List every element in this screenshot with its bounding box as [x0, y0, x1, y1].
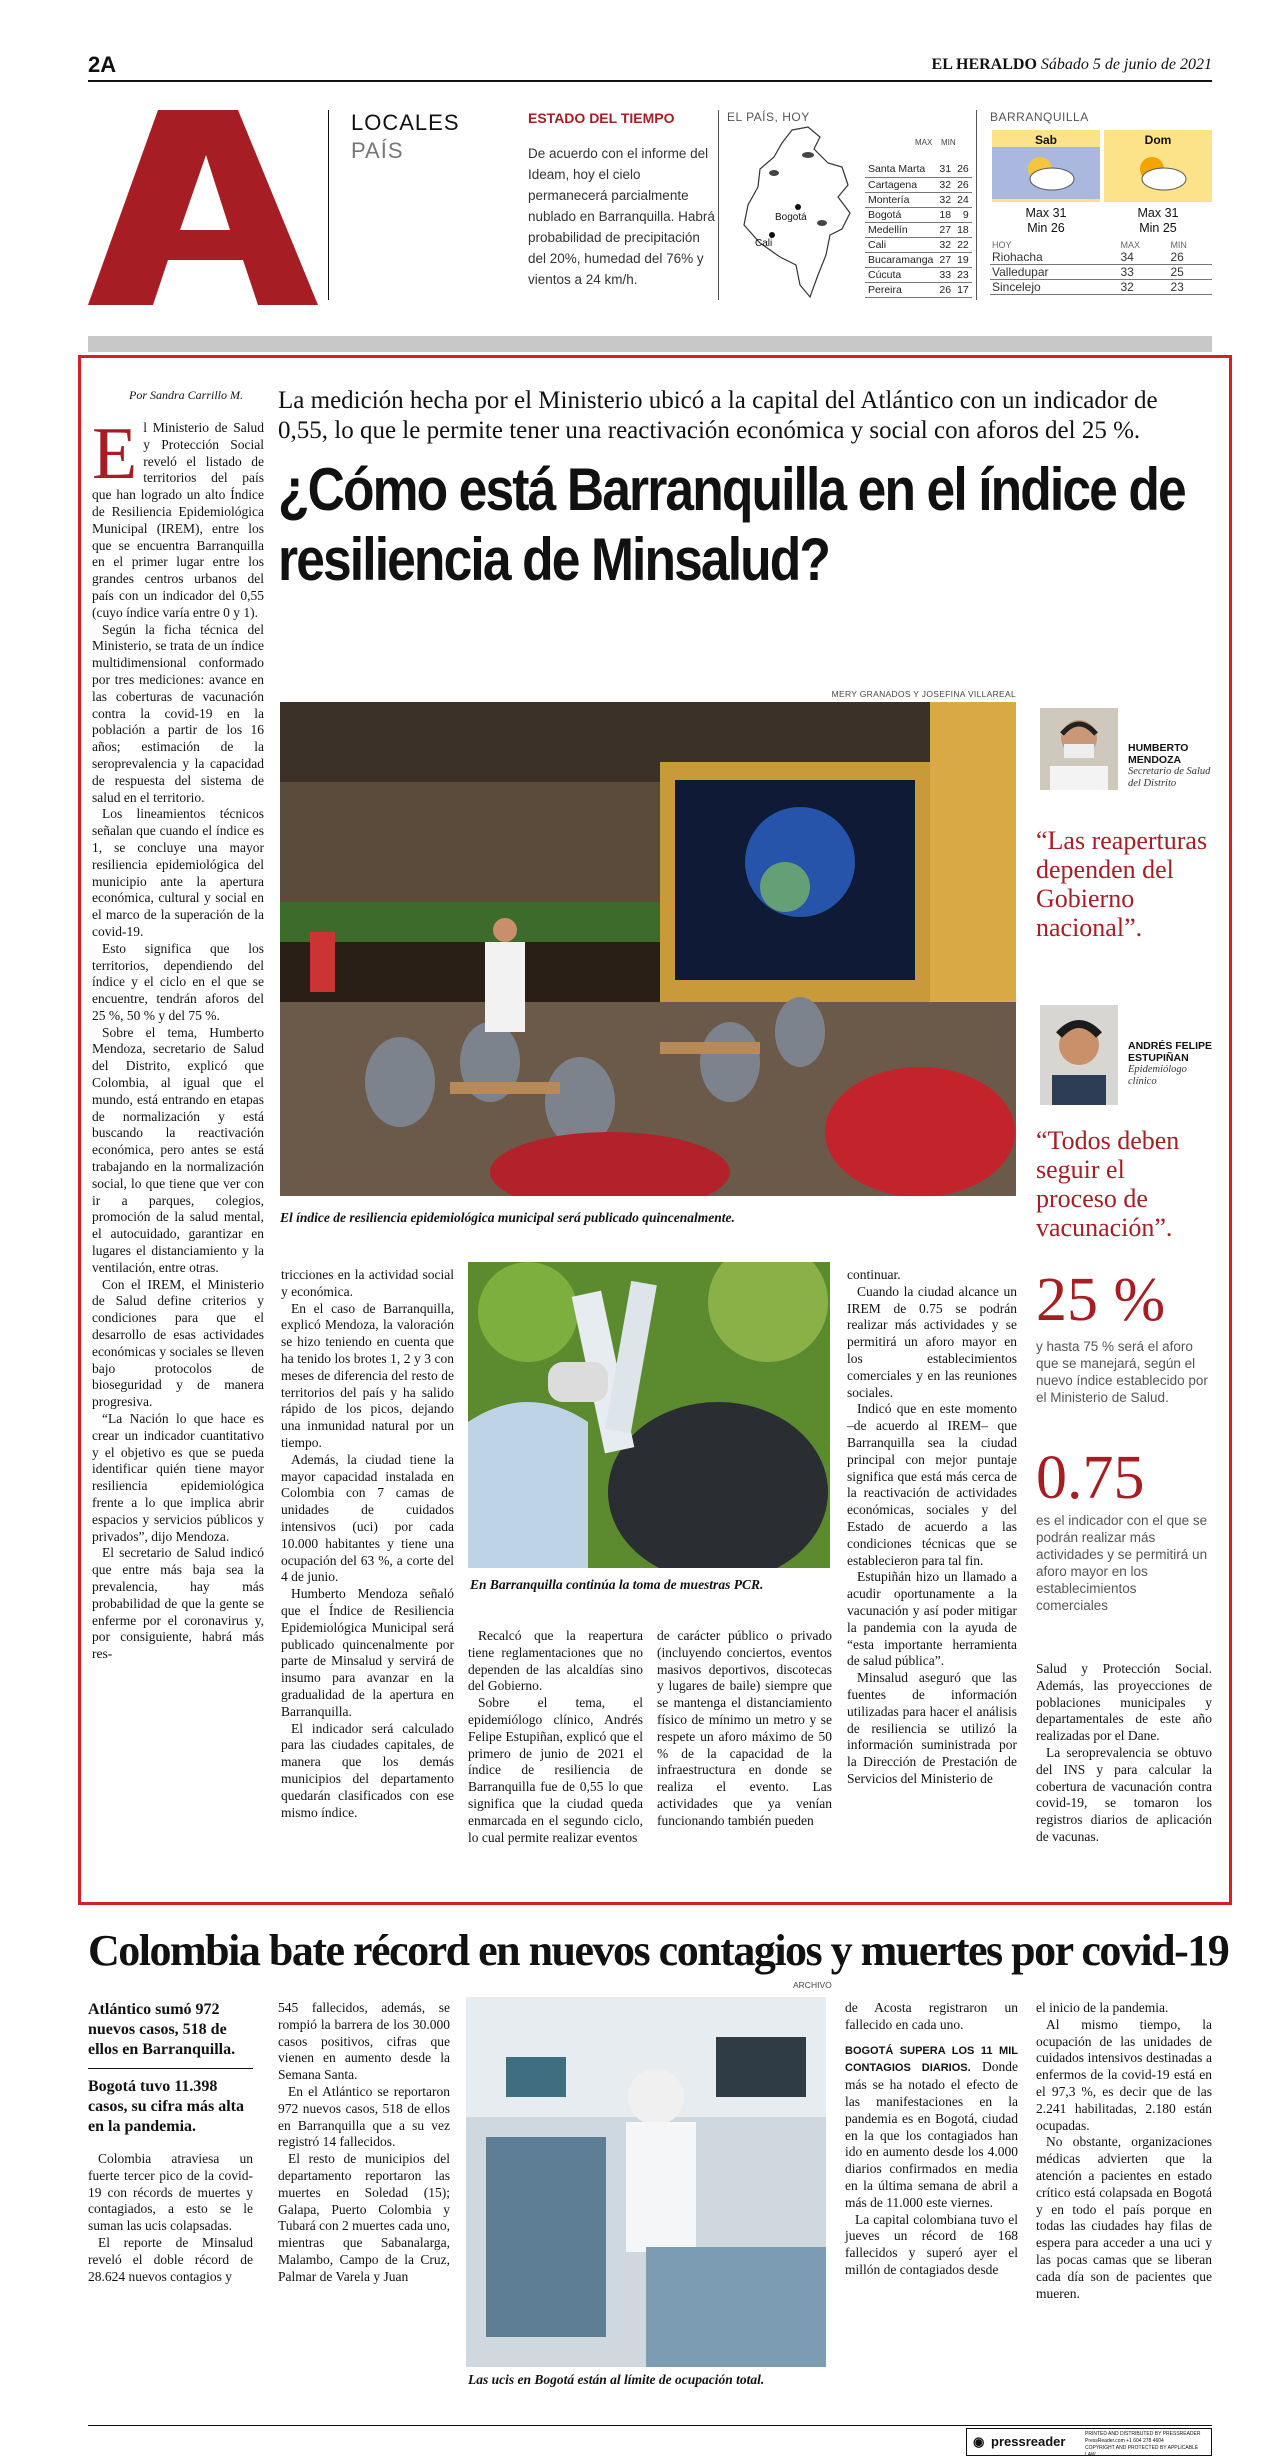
city-min: 26 [954, 177, 972, 192]
article-column-1 [92, 420, 264, 1890]
paragraph: Estupiñán hizo un llamado a acudir oportunamente a la vacunación y así poder mitigar la pandemia con la ayuda de “esta importante herramienta de salud pública”. [847, 1569, 1017, 1669]
section-title: LOCALES [351, 110, 460, 135]
max-temp: Max 31 [1137, 206, 1179, 220]
map-title: EL PAÍS, HOY [727, 110, 810, 124]
paragraph: Sobre el tema, Humberto Mendoza, secretario de Salud del Distrito, explicó que Colombia, al igual que el mundo, está entrando en etapas de normalización y está buscando la reactivación económica, pero antes se está trabajando en la normalización social, lo que tiene que ver con ir a parques, colegios, promoción de la salud mental, el autocuidado, garantizar en lugares el distanciamiento y la ventilación, entre otras. [92, 1024, 264, 1275]
local-city-row [990, 250, 1212, 265]
city-max: 32 [936, 192, 954, 207]
local-city-name: Sincelejo [990, 280, 1118, 295]
city-max: 26 [936, 282, 954, 297]
photo2-caption: En Barranquilla continúa la toma de muestras PCR. [470, 1577, 764, 1592]
avatar-humberto [1040, 708, 1118, 790]
paragraph: El reporte de Minsalud reveló el doble récord de 28.624 nuevos contagios y [88, 2234, 253, 2284]
article2-column-3 [845, 2000, 1018, 2279]
city-max: 31 [936, 162, 954, 177]
city-row [865, 207, 972, 222]
paragraph: Además, la ciudad tiene la mayor capacidad instalada en Colombia con 7 camas de unidades de cuidados intensivos (uci) por cada 10.000 habitantes y tiene una ocupación del 63 %, a corte del 4 de junio. [281, 1451, 454, 1585]
city-row [865, 162, 972, 177]
paragraph: Colombia atraviesa un fuerte tercer pico de la covid-19 con récords de muertes y contagiados, a esto se le suman las ucis colapsadas. [88, 2151, 253, 2234]
local-city-max: 34 [1118, 250, 1168, 265]
person1-info [1128, 742, 1214, 790]
sun-temps [1104, 206, 1212, 236]
restaurant-photo [280, 702, 1016, 1196]
local-city-row [990, 265, 1212, 280]
city-min: 19 [954, 252, 972, 267]
weather-title: ESTADO DEL TIEMPO [528, 110, 675, 126]
local-city-name: Valledupar [990, 265, 1118, 280]
pcr-test-photo [468, 1262, 830, 1568]
city-min: 26 [954, 162, 972, 177]
divider [976, 110, 977, 300]
article-column-3 [468, 1628, 643, 1846]
paragraph: Al mismo tiempo, la ocupación de las unidades de cuidados intensivos destinadas a enfermos de la covid-19 está en el 97,3 %, es decir que de las 2.241 habilitadas, 2.180 están ocupadas. [1036, 2016, 1212, 2133]
city-max: 27 [936, 252, 954, 267]
article-deck: La medición hecha por el Ministerio ubicó a la capital del Atlántico con un indicador de 0,55, lo que le permite tener una reactivación económica y social con aforos del 25 %. [278, 387, 1158, 444]
city-temperature-table [865, 162, 972, 298]
article-headline: ¿Cómo está Barranquilla en el índice de resiliencia de Minsalud? [278, 456, 1185, 593]
col-max: MAX [1120, 240, 1140, 250]
city-name: Pereira [865, 282, 936, 297]
day-label: Dom [1144, 133, 1172, 147]
paragraph: Sobre el tema, el epidemiólogo clínico, Andrés Felipe Estupiñan, explicó que el primero de junio de 2021 el índice de resiliencia de Barranquilla fue de 0,55 lo que significa que la ciudad queda enmarcada en el segundo ciclo, lo cual permite realizar eventos [468, 1695, 643, 1845]
col-hoy: HOY [992, 240, 1012, 250]
partly-cloudy-icon [1104, 147, 1212, 199]
pressreader-brand: pressreader [991, 2434, 1066, 2449]
photo-credit: MERY GRANADOS Y JOSEFINA VILLAREAL [831, 689, 1016, 699]
city-min: 17 [954, 282, 972, 297]
city-max: 33 [936, 267, 954, 282]
paragraph: el inicio de la pandemia. [1036, 2000, 1169, 2015]
map-label-bogota: Bogotá [775, 212, 807, 223]
city-name: Medellín [865, 222, 936, 237]
city-name: Cartagena [865, 177, 936, 192]
local-city-max: 32 [1118, 280, 1168, 295]
lede-1: Atlántico sumó 972 nuevos casos, 518 de ellos en Barranquilla. [88, 2001, 236, 2058]
local-weather-title: BARRANQUILLA [990, 110, 1089, 124]
paper-name: EL HERALDO [931, 56, 1037, 73]
city-max: 18 [936, 207, 954, 222]
article2-headline: Colombia bate récord en nuevos contagios y muertes por covid-19 [88, 1926, 1229, 1975]
city-row [865, 252, 972, 267]
city-max: 32 [936, 177, 954, 192]
city-min: 23 [954, 267, 972, 282]
pressreader-lines [1085, 2431, 1209, 2459]
city-name: Montería [865, 192, 936, 207]
person2-info [1128, 1040, 1214, 1088]
separator-bar [88, 336, 1212, 352]
pressreader-logo-icon: ◉ [973, 2434, 985, 2449]
pull-quote-1: “Las reaperturas dependen del Gobierno nacional”. [1036, 826, 1208, 942]
paragraph: Los lineamientos técnicos señalan que cuando el índice es 1, se concluye una mayor resiliencia epidemiológica del municipio ante la apertura económica, cultural y social en el marco de la superación de la covid-19. [92, 806, 264, 939]
regional-temperature-table [990, 240, 1212, 295]
weather-text: De acuerdo con el informe del Ideam, hoy el cielo permanecerá parcialmente nublado en Barranquilla. Habrá probabilidad de precipitación del 20%, humedad del 76% y vientos a 24 km/h. [528, 146, 715, 287]
section-letter-a-logo [88, 110, 318, 305]
subhead: BOGOTÁ SUPERA LOS 11 MIL CONTAGIOS DIARIOS. [845, 2044, 1018, 2075]
article2-column-4 [1036, 2000, 1212, 2302]
paragraph: Humberto Mendoza señaló que el Índice de Resiliencia Epidemiológica Municipal será publicado quincenalmente por parte de Minsalud y servirá de insumo para avanzar en la gradualidad de la apertura en Barranquilla. [281, 1586, 454, 1719]
paragraph: Indicó que en este momento –de acuerdo al IREM– que Barranquilla sea la ciudad principal con mejor puntaje significa que está más cerca de la reactivación de actividades económicas, sociales y del Estado de acuerdo a las condiciones técnicas que se establecieron para tal fin. [847, 1401, 1017, 1568]
city-min: 18 [954, 222, 972, 237]
city-max: 27 [936, 222, 954, 237]
stat-075-text: es el indicador con el que se podrán realizar más actividades y se permitirá un aforo mayor en los establecimientos comerciales [1036, 1513, 1208, 1613]
date: Sábado 5 de junio de 2021 [1040, 56, 1212, 73]
paragraph: Salud y Protección Social. Además, las proyecciones de poblaciones municipales y departamentales de este año realizadas por el Dane. [1036, 1661, 1212, 1744]
city-name: Santa Marta [865, 162, 936, 177]
paragraph: de Acosta registraron un fallecido en cada uno. [845, 2000, 1018, 2032]
local-city-row [990, 280, 1212, 295]
article2-photo-credit: ARCHIVO [793, 1980, 832, 1990]
map-label-cali: Cali [755, 238, 773, 249]
paragraph: Esto significa que los territorios, dependiendo del índice y el ciclo en el que se encuentre, tendrán aforos del 25 %, 50 % y del 75 %. [92, 940, 264, 1023]
article2-column-1 [88, 2000, 253, 2285]
dateline [932, 56, 1212, 74]
paragraph: Según la ficha técnica del Ministerio, se trata de un índice multidimensional conformado por tres mediciones: avance en las coberturas de vacunación contra la covid-19 en la población a partir de los 16 años; estimación de la seroprevalencia y la capacidad de respuesta del sistema de salud en el territorio. [92, 621, 264, 805]
paragraph: El secretario de Salud indicó que entre más baja sea la prevalencia, hay más probabilidad de que la gente se enferme por el coronavirus y, por consiguiente, habrá más res- [92, 1545, 264, 1662]
paragraph: de carácter público o privado (incluyendo conciertos, eventos masivos deportivos, discotecas y lugares de baile) siempre que se mantenga el distanciamiento físico de mínimo un metro y se respete un aforo máximo de 50 % de la capacidad de la infraestructura en donde se realiza el evento. Las actividades que ya venían funcionando también pueden [657, 1628, 832, 1828]
city-row [865, 222, 972, 237]
paragraph: Cuando la ciudad alcance un IREM de 0.75 se podrán realizar más actividades y se permitirá un aforo mayor en los establecimientos comerciales y en las reuniones sociales. [847, 1283, 1017, 1400]
footer-rule [88, 2425, 1212, 2426]
pull-quote-2: “Todos deben seguir el proceso de vacunación”. [1036, 1126, 1180, 1242]
local-city-max: 33 [1118, 265, 1168, 280]
lede-2: Bogotá tuvo 11.398 casos, su cifra más alta en la pandemia. [88, 2078, 244, 2135]
article-column-2 [281, 1267, 454, 1821]
paragraph: “La Nación lo que hace es crear un indicador cuantitativo y el objetivo es que se pueda identificar quién tiene mayor resiliencia epidemiológica frente a lo que implica abrir espacios y servicios públicos y privados”, dijo Mendoza. [92, 1411, 264, 1544]
photo3-caption: Las ucis en Bogotá están al límite de ocupación total. [468, 2372, 765, 2387]
subsection-title: PAÍS [351, 138, 404, 163]
paragraph: La seroprevalencia se obtuvo del INS y para calcular la cobertura de vacunación contra covid-19, se tomaron los registros diarios de aplicación de vacunas. [1036, 1744, 1212, 1844]
city-row [865, 237, 972, 252]
page-number: 2A [88, 52, 117, 77]
paragraph: En el Atlántico se reportaron 972 nuevos casos, 518 de ellos en Barranquilla que a su vez registró 14 fallecidos. [278, 2083, 450, 2150]
city-name: Bogotá [865, 207, 936, 222]
photo1-caption: El índice de resiliencia epidemiológica municipal será publicado quincenalmente. [280, 1210, 735, 1225]
city-min: 9 [954, 207, 972, 222]
partly-cloudy-icon [992, 147, 1100, 199]
forecast-sun [1104, 130, 1212, 202]
max-temp: Max 31 [1025, 206, 1067, 220]
article-column-4-bottom [657, 1628, 832, 1830]
stat-25-value: 25 % [1036, 1266, 1166, 1334]
city-name: Bucaramanga [865, 252, 936, 267]
byline: Por Sandra Carrillo M. [128, 388, 243, 402]
paragraph: El indicador será calculado para las ciudades capitales, de manera que los demás municipios del departamento quedarán clasificados con ese mismo índice. [281, 1720, 454, 1820]
person-role: Secretario de Salud del Distrito [1128, 766, 1211, 789]
paragraph: 545 fallecidos, además, se rompió la barrera de los 30.000 casos positivos, cifras que vienen en aumento desde la Semana Santa. [278, 2000, 450, 2083]
paragraph: Donde más se ha notado el efecto de las manifestaciones en la pandemia es en Bogotá, ciudad en la que los contagiados han ido en aumento desde los 4.000 diarios confirmados en media en la última semana de abril a más de 11.000 este viernes. [845, 2059, 1018, 2210]
paragraph: La capital colombiana tuvo el jueves un récord de 168 fallecidos y superó ayer el millón de contagiados desde [845, 2211, 1018, 2277]
footer-line: PressReader.com +1 604 278 4604 [1085, 2438, 1164, 2444]
city-min: 24 [954, 192, 972, 207]
city-row [865, 282, 972, 297]
paragraph: Minsalud aseguró que las fuentes de información utilizadas para hacer el análisis de resiliencia se utilizó la información suministrada por la Dirección de Prestación de Servicios del Ministerio de [847, 1670, 1017, 1786]
col-min: MIN [1170, 240, 1187, 250]
local-city-min: 23 [1168, 280, 1212, 295]
forecast-sat [992, 130, 1100, 202]
paragraph: Recalcó que la reapertura tiene reglamentaciones que no dependen de las alcaldías sino del Gobierno. [468, 1628, 643, 1694]
paragraph: Con el IREM, el Ministerio de Salud define criterios y condiciones para que el desarrollo de esas actividades económicas y sociales se lleven bajo protocolos de bioseguridad y de manera progresiva. [92, 1276, 264, 1410]
city-row [865, 267, 972, 282]
divider [718, 110, 719, 300]
pressreader-badge[interactable] [966, 2428, 1212, 2456]
stat-25-text: y hasta 75 % será el aforo que se manejará, según el nuevo índice establecido por el Ministerio de Salud. [1036, 1339, 1208, 1405]
paragraph: continuar. [847, 1267, 901, 1282]
footer-line: PRINTED AND DISTRIBUTED BY PRESSREADER [1085, 2431, 1201, 2437]
min-temp: Min 25 [1139, 221, 1177, 235]
paragraph: En el caso de Barranquilla, explicó Mendoza, la valoración se hizo teniendo en cuenta que ha tenido los brotes 1, 2 y 3 con meses de diferencia del resto de territorios del país y ha salido rápido de los picos, dejando una inmunidad natural por un tiempo. [281, 1300, 454, 1450]
article2-column-2 [278, 2000, 450, 2286]
city-min: 22 [954, 237, 972, 252]
city-col-min: MIN [941, 138, 956, 147]
city-name: Cali [865, 237, 936, 252]
paragraph: tricciones en la actividad social y económica. [281, 1267, 454, 1299]
stat-075-value: 0.75 [1036, 1444, 1145, 1512]
day-label: Sab [1034, 133, 1057, 147]
local-city-name: Riohacha [990, 250, 1118, 265]
person-name: HUMBERTO MENDOZA [1128, 742, 1189, 766]
section-label [328, 110, 478, 300]
city-row [865, 192, 972, 207]
local-city-min: 25 [1168, 265, 1212, 280]
paragraph: l Ministerio de Salud y Protección Social reveló el listado de territorios del país que han logrado un alto Índice de Resiliencia Epidemiológica Municipal (IREM), entre los que se encuentra Barranquilla en el primer lugar entre los grandes centros urbanos del país con un indicador del 0,55 (cuyo índice varía entre 0 y 1). [92, 420, 264, 620]
city-row [865, 177, 972, 192]
min-temp: Min 26 [1027, 221, 1065, 235]
avatar-andres [1040, 1005, 1118, 1105]
city-max: 32 [936, 237, 954, 252]
drop-cap: E [92, 420, 138, 495]
paragraph: No obstante, organizaciones médicas advierten que la atención a pacientes en estado crítico está colapsada en Bogotá y en todo el país porque en todas las ciudades hay filas de espera para acceder a una uci y las pocas camas que se liberan cada día son de pacientes que mueren. [1036, 2134, 1212, 2301]
footer-line: COPYRIGHT AND PROTECTED BY APPLICABLE LAW [1085, 2445, 1199, 2458]
article-column-6 [1036, 1661, 1212, 1846]
person-role: Epidemiólogo clínico [1128, 1064, 1187, 1087]
article-column-5 [847, 1267, 1017, 1788]
paragraph: El resto de municipios del departamento reportaron las muertes en Soledad (15); Galapa, Puerto Colombia y Tubará con 2 muertes cada uno, mientras que Sabanalarga, Malambo, Campo de la Cruz, Palmar de Varela y Juan [278, 2151, 450, 2284]
city-col-max: MAX [915, 138, 933, 147]
sat-temps [992, 206, 1100, 236]
local-city-min: 26 [1168, 250, 1212, 265]
city-name: Cúcuta [865, 267, 936, 282]
icu-photo [466, 1997, 826, 2367]
person-name: ANDRÉS FELIPE ESTUPIÑAN [1128, 1040, 1213, 1064]
